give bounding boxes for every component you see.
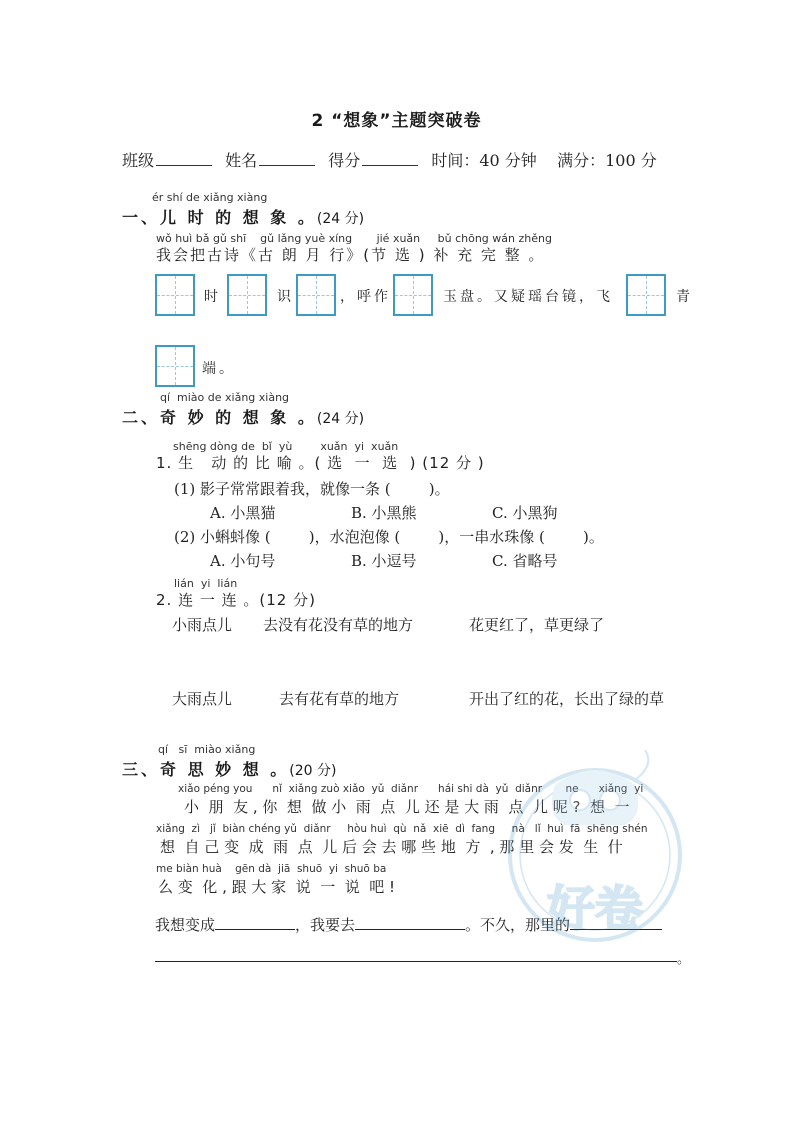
q1-sub2-text: (2) 小蝌蚪像 ( )，水泡泡像 ( )，一串水珠像 ( )。: [174, 528, 604, 546]
section1-heading: [122, 205, 364, 228]
match-col2-item-1[interactable]: 去没有花没有草的地方: [263, 616, 414, 634]
fill-blank-2[interactable]: [355, 914, 465, 930]
q2-pinyin: lián yi lián: [174, 577, 238, 590]
match-col1-item-1[interactable]: 小雨点儿: [172, 616, 233, 634]
poem-text-3: ，呼作: [340, 289, 391, 305]
s3-line2-pinyin: xiǎng zì jǐ biàn chéng yǔ diǎnr hòu huì qù nǎ xiē dì fang nà lǐ huì fā shēng shén: [156, 823, 648, 835]
match-col3-item-1[interactable]: 花更红了，草更绿了: [469, 616, 605, 634]
score-blank[interactable]: [362, 151, 418, 166]
fill-blank-4[interactable]: [155, 945, 677, 962]
q2-label: 2. 连 一 连 。(12 分): [156, 591, 316, 609]
fill-text-1: 我想变成: [155, 916, 216, 934]
section2-score: (24 分): [316, 411, 365, 427]
section1-title: 一、儿 时 的 想 象 。: [122, 208, 317, 227]
section2-pinyin: qí miào de xiǎng xiàng: [160, 391, 290, 404]
poem-text-6: 端。: [202, 361, 236, 377]
char-box-2[interactable]: [227, 274, 267, 316]
score-label: 得分: [328, 151, 361, 170]
fill-text-2: ，我要去: [295, 916, 356, 934]
poem-text-1: 时: [204, 289, 221, 305]
section1-pinyin: ér shí de xiǎng xiàng: [152, 191, 268, 204]
full-score-info: 满分：100 分: [557, 151, 657, 170]
q1-sub2-option-a[interactable]: A. 小句号: [210, 552, 276, 570]
section3-title: 三、奇 思 妙 想 。: [122, 760, 290, 779]
char-box-6[interactable]: [155, 345, 195, 387]
section1-score: (24 分): [316, 211, 365, 227]
s3-line3-text: 么 变 化 , 跟 大 家 说 一 说 吧 !: [158, 878, 396, 896]
page-title: 2 “想象”主题突破卷: [311, 111, 482, 131]
poem-text-5: 青: [676, 289, 693, 305]
fill-blank-3[interactable]: [570, 914, 662, 930]
match-col1-item-2[interactable]: 大雨点儿: [172, 690, 233, 708]
class-label: 班级: [122, 151, 155, 170]
q1-pinyin: shēng dòng de bǐ yù xuǎn yi xuǎn: [173, 440, 399, 453]
fill-text-3: 。不久，那里的: [465, 916, 571, 934]
char-box-1[interactable]: [155, 274, 195, 316]
section3-heading: [122, 757, 337, 780]
q1-sub1-option-c[interactable]: C. 小黑狗: [492, 504, 558, 522]
q1-sub2-option-b[interactable]: B. 小逗号: [351, 552, 417, 570]
char-box-5[interactable]: [626, 274, 666, 316]
section3-score: (20 分): [289, 763, 337, 779]
section1-instruction-pinyin: wǒ huì bǎ gǔ shī gǔ lǎng yuè xíng jié xuǎn bǔ chōng wán zhěng: [156, 232, 552, 245]
q1-sub2-option-c[interactable]: C. 省略号: [492, 552, 558, 570]
fill-in-sentence: [155, 914, 662, 935]
section2-title: 二、奇 妙 的 想 象 。: [122, 408, 317, 427]
poem-text-4: 玉盘。又疑瑶台镜，飞: [443, 289, 613, 305]
s3-line1-pinyin: xiǎo péng you nǐ xiǎng zuò xiǎo yǔ diǎnr hái shi dà yǔ diǎnr ne xiǎng yi: [178, 783, 644, 795]
class-blank[interactable]: [156, 151, 212, 166]
s3-line1-text: 小 朋 友 , 你 想 做 小 雨 点 儿 还 是 大 雨 点 儿 呢 ? 想 一: [184, 798, 630, 816]
q1-label: 1. 生 动 的 比 喻 。( 选 一 选 ) (12 分 ): [156, 454, 485, 472]
section3-pinyin: qí sī miào xiǎng: [158, 743, 256, 756]
match-col3-item-2[interactable]: 开出了红的花，长出了绿的草: [469, 690, 665, 708]
poem-text-2: 识: [277, 289, 294, 305]
student-info-line: [122, 148, 657, 171]
match-col2-item-2[interactable]: 去有花有草的地方: [279, 690, 400, 708]
q1-sub1-text: (1) 影子常常跟着我，就像一条 ( )。: [174, 480, 450, 498]
s3-line2-text: 想 自 己 变 成 雨 点 儿 后 会 去 哪 些 地 方 , 那 里 会 发 生 什: [160, 838, 623, 856]
time-info: 时间：40 分钟: [431, 151, 537, 170]
name-label: 姓名: [225, 151, 258, 170]
s3-line3-pinyin: me biàn huà gēn dà jiā shuō yi shuō ba: [156, 863, 387, 875]
name-blank[interactable]: [259, 151, 315, 166]
q1-sub1-option-b[interactable]: B. 小黑熊: [351, 504, 417, 522]
fill-blank-1[interactable]: [215, 914, 295, 930]
char-box-4[interactable]: [393, 274, 433, 316]
section2-heading: [122, 405, 364, 428]
q1-sub1-option-a[interactable]: A. 小黑猫: [210, 504, 276, 522]
section1-instruction: 我会把古诗《古 朗 月 行》(节 选 ) 补 充 完 整 。: [156, 246, 546, 264]
fill-end-period: 。: [677, 952, 691, 967]
char-box-3[interactable]: [296, 274, 336, 316]
svg-text:好卷: 好卷: [546, 881, 644, 937]
